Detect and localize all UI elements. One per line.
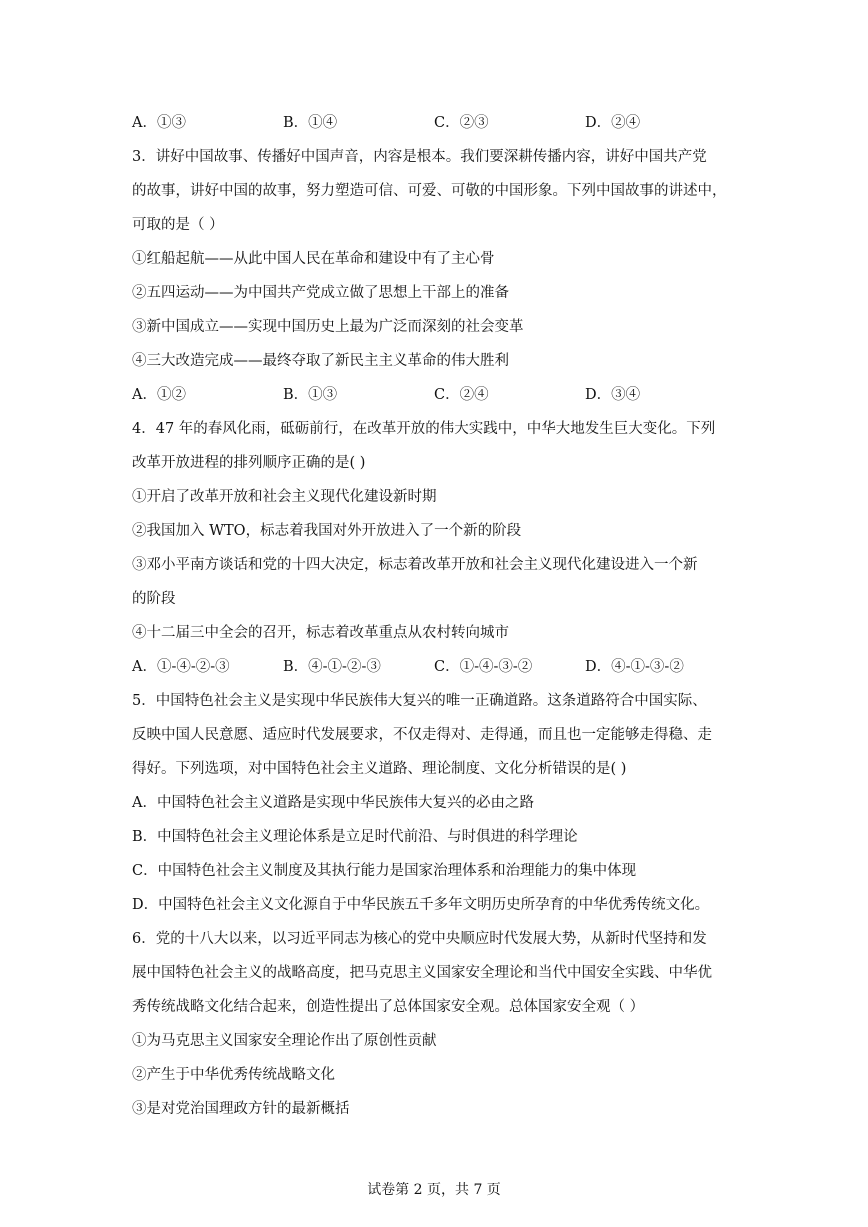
q6-item-1: ①为马克思主义国家安全理论作出了原创性贡献 [132,1033,437,1049]
page-footer: 试卷第 2 页，共 7 页 [367,1182,501,1198]
q3-item-4: ④三大改造完成——最终夺取了新民主主义革命的伟大胜利 [132,353,509,369]
q5-option-b: B．中国特色社会主义理论体系是立足时代前沿、与时俱进的科学理论 [132,829,578,845]
q3-stem-line-1: 3．讲好中国故事、传播好中国声音，内容是根本。我们要深耕传播内容，讲好中国共产党 [132,149,707,165]
q5-stem-line-3: 得好。下列选项，对中国特色社会主义道路、理论制度、文化分析错误的是( ) [132,761,627,777]
q6-item-2: ②产生于中华优秀传统战略文化 [132,1067,335,1083]
q2-option-d: D．②④ [585,115,641,131]
q4-option-a: A．①-④-②-③ [132,659,230,675]
q3-option-a: A．①② [132,387,186,403]
q4-stem-line-2: 改革开放进程的排列顺序正确的是( ) [132,455,366,471]
q3-item-2: ②五四运动——为中国共产党成立做了思想上干部上的准备 [132,285,509,301]
q4-item-3: ③邓小平南方谈话和党的十四大决定，标志着改革开放和社会主义现代化建设进入一个新 [132,557,698,573]
q3-item-1: ①红船起航——从此中国人民在革命和建设中有了主心骨 [132,251,495,267]
q4-item-1: ①开启了改革开放和社会主义现代化建设新时期 [132,489,437,505]
q6-stem-line-3: 秀传统战略文化结合起来，创造性提出了总体国家安全观。总体国家安全观（ ） [132,999,645,1015]
q5-stem-line-2: 反映中国人民意愿、适应时代发展要求，不仅走得对、走得通，而且也一定能够走得稳、走 [132,727,712,743]
q2-option-b: B．①④ [283,115,338,131]
q4-item-4: ④十二届三中全会的召开，标志着改革重点从农村转向城市 [132,625,509,641]
q5-option-a: A．中国特色社会主义道路是实现中华民族伟大复兴的必由之路 [132,795,534,811]
q3-options [0,385,868,405]
q3-item-3: ③新中国成立——实现中国历史上最为广泛而深刻的社会变革 [132,319,524,335]
q4-option-d: D．④-①-③-② [585,659,684,675]
q4-options [0,657,868,677]
q3-option-b: B．①③ [283,387,338,403]
q5-stem-line-1: 5．中国特色社会主义是实现中华民族伟大复兴的唯一正确道路。这条道路符合中国实际、 [132,693,707,709]
q4-option-c: C．①-④-③-② [434,659,533,675]
q4-stem-line-1: 4．47 年的春风化雨，砥砺前行，在改革开放的伟大实践中，中华大地发生巨大变化。下列 [132,421,716,437]
q5-option-c: C．中国特色社会主义制度及其执行能力是国家治理体系和治理能力的集中体现 [132,863,637,879]
q4-item-2: ②我国加入 WTO，标志着我国对外开放进入了一个新的阶段 [132,523,522,539]
q5-option-d: D．中国特色社会主义文化源自于中华民族五千多年文明历史所孕育的中华优秀传统文化。 [132,897,710,913]
q2-options [0,113,868,133]
q3-option-d: D．③④ [585,387,641,403]
q6-stem-line-2: 展中国特色社会主义的战略高度，把马克思主义国家安全理论和当代中国安全实践、中华优 [132,965,712,981]
q2-option-a: A．①③ [132,115,186,131]
q4-item-3-cont: 的阶段 [132,591,176,607]
q6-stem-line-1: 6．党的十八大以来，以习近平同志为核心的党中央顺应时代发展大势，从新时代坚持和发 [132,931,707,947]
q3-stem-line-2: 的故事，讲好中国的故事，努力塑造可信、可爱、可敬的中国形象。下列中国故事的讲述中， [132,183,727,199]
q3-option-c: C．②④ [434,387,489,403]
q3-stem-line-3: 可取的是（ ） [132,217,224,233]
q2-option-c: C．②③ [434,115,489,131]
q4-option-b: B．④-①-②-③ [283,659,381,675]
q6-item-3: ③是对党治国理政方针的最新概括 [132,1101,350,1117]
